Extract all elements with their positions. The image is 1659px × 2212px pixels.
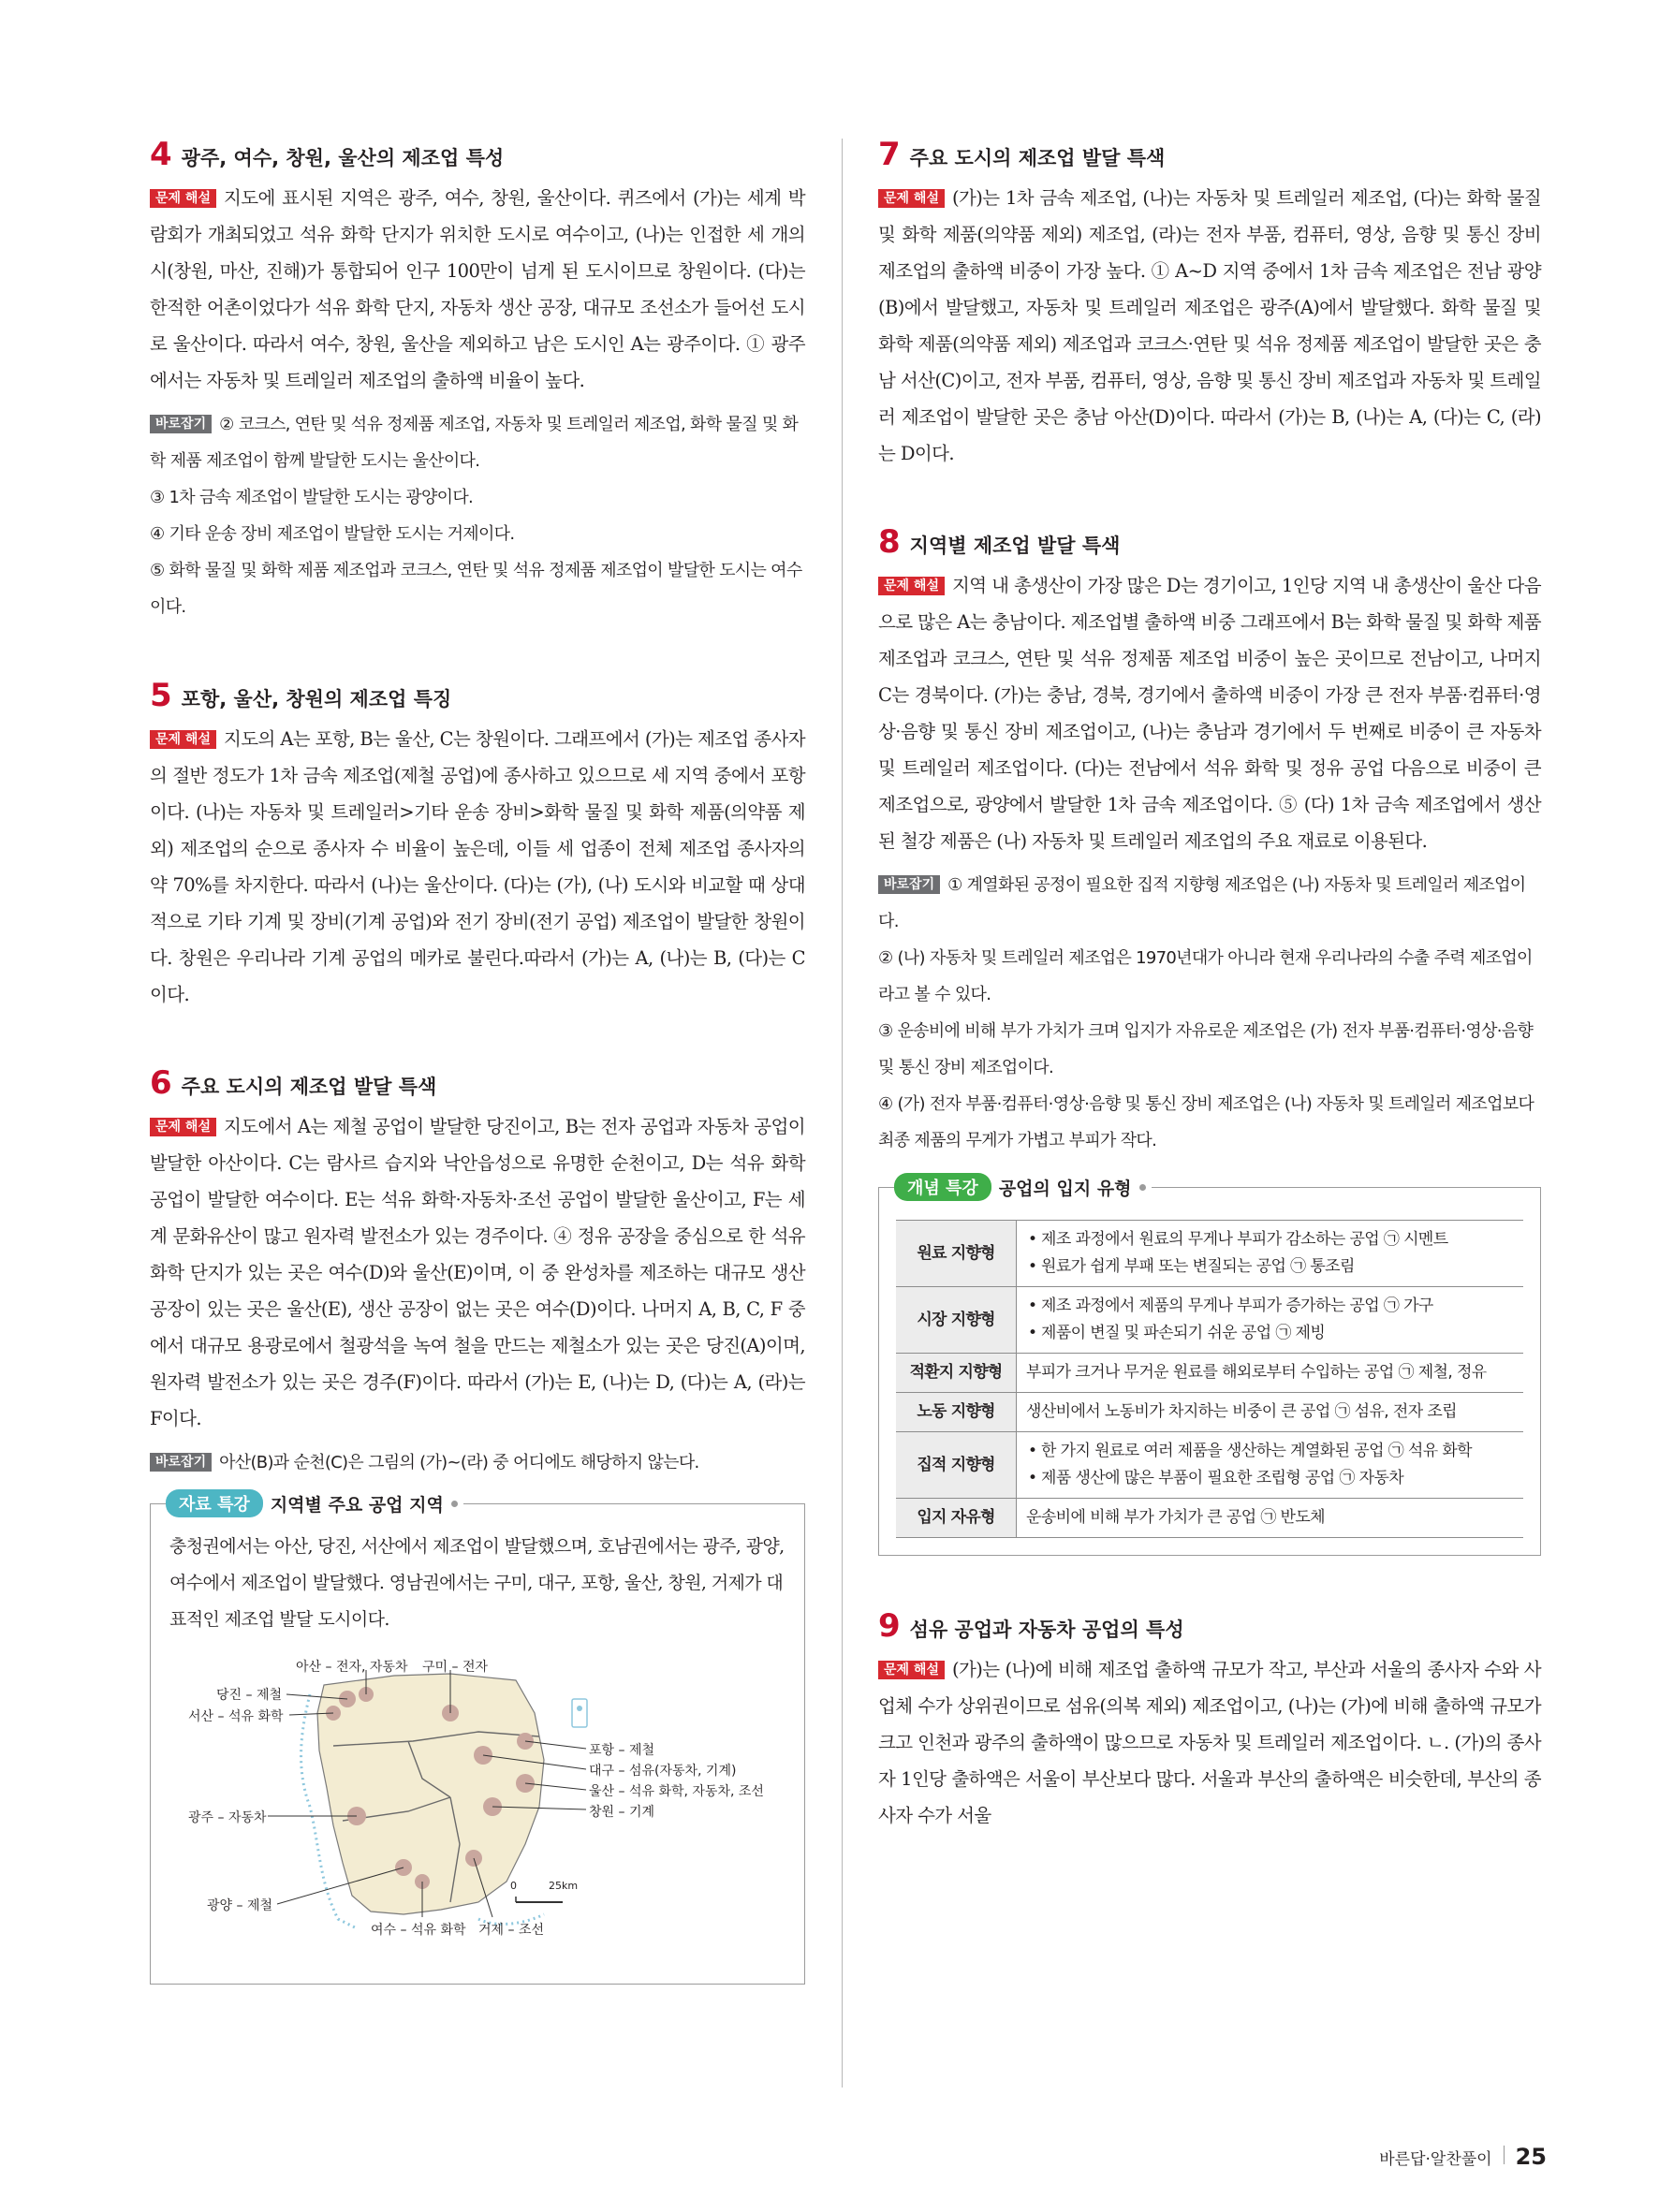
map-label-changwon: 창원 – 기계	[589, 1805, 654, 1820]
explanation-paragraph	[150, 180, 805, 399]
list-item: • 제품 생산에 많은 부품이 필요한 조립형 공업 ㉠ 자동차	[1041, 1465, 1514, 1492]
explanation-text: 지도에 표시된 지역은 광주, 여수, 창원, 울산이다. 퀴즈에서 (가)는 세계 박람회가 개최되었고 석유 화학 단지가 위치한 도시로 여수이고, (나)는 인접한 세 개의 시(창원, 마산, 진해)가 통합되어 인구 100만이 넘게 된 도시이므로 창원이다. (다)는 한적한 어촌이었다가 석유 화학 단지, 자동차 생산 공장, 대규모 조선소가 들어선 도시로 울산이다. 따라서 여수, 창원, 울산을 제외하고 남은 도시인 A는 광주이다. ① 광주에서는 자동차 및 트레일러 제조업의 출하액 비율이 높다.	[150, 187, 805, 391]
section-title: 주요 도시의 제조업 발달 특색	[909, 146, 1166, 169]
explanation-text: 지도의 A는 포항, B는 울산, C는 창원이다. 그래프에서 (가)는 제조업 종사자의 절반 정도가 1차 금속 제조업(제철 공업)에 종사하고 있으므로 세 지역 중에서 포항이다. (나)는 자동차 및 트레일러>기타 운송 장비>화학 물질 및 화학 제품(의약품 제외) 제조업의 순으로 종사자 수 비율이 높은데, 이들 세 업종이 전체 제조업 종사자의 약 70%를 차지한다. 따라서 (나)는 울산이다. (다)는 (가), (나) 도시와 비교할 때 상대적으로 기타 기계 및 장비(기계 공업)와 전기 장비(전기 공업) 제조업이 발달한 창원이다. 창원은 우리나라 기계 공업의 메카로 불린다.따라서 (가)는 A, (나)는 B, (다)는 C이다.	[150, 728, 805, 1005]
page-footer	[1379, 2144, 1547, 2170]
concept-focus-box	[878, 1178, 1541, 1556]
explanation-tag: 문제 해설	[150, 730, 216, 749]
list-item: • 원료가 쉽게 부패 또는 변질되는 공업 ㉠ 통조림	[1041, 1253, 1514, 1281]
source-focus-box	[150, 1494, 805, 1985]
explanation-text: (가)는 1차 금속 제조업, (나)는 자동차 및 트레일러 제조업, (다)는 화학 물질 및 화학 제품(의약품 제외) 제조업, (라)는 전자 부품, 컴퓨터, 영상, 음향 및 통신 장비 제조업의 출하액 비중이 가장 높다. ① A~D 지역 중에서 1차 금속 제조업은 전남 광양(B)에서 발달했고, 자동차 및 트레일러 제조업은 광주(A)에서 발달했다. 화학 물질 및 화학 제품(의약품 제외) 제조업과 코크스·연탄 및 석유 정제품 제조업이 발달한 곳은 충남 서산(C)이고, 전자 부품, 컴퓨터, 영상, 음향 및 통신 장비 제조업과 자동차 및 트레일러 제조업이 발달한 곳은 충남 아산(D)이다. 따라서 (가)는 B, (나)는 A, (다)는 C, (라)는 D이다.	[878, 187, 1541, 464]
section-title: 포항, 울산, 창원의 제조업 특징	[181, 687, 452, 710]
correction-tag: 바로잡기	[150, 1453, 212, 1472]
box-heading	[894, 1173, 1152, 1201]
peninsula-land	[317, 1674, 544, 1914]
type-cell: 시장 지향형	[896, 1287, 1017, 1354]
section-5	[150, 677, 805, 1013]
correction-item: ④ (가) 전자 부품·컴퓨터·영상·음향 및 통신 장비 제조업은 (나) 자동차 및 트레일러 제조업보다 최종 제품의 무게가 가볍고 부피가 작다.	[878, 1094, 1534, 1150]
map-label-seosan: 서산 – 석유 화학	[188, 1709, 284, 1724]
section-number: 7	[878, 136, 901, 173]
desc-cell	[1017, 1432, 1524, 1499]
industry-map	[169, 1657, 787, 1938]
correction-tag: 바로잡기	[878, 875, 940, 894]
box-pill: 개념 특강	[894, 1173, 991, 1201]
correction-text: ② 코크스, 연탄 및 석유 정제품 제조업, 자동차 및 트레일러 제조업, 화학 물질 및 화학 제품 제조업이 함께 발달한 도시는 울산이다.	[150, 415, 799, 471]
section-heading	[150, 677, 805, 714]
page-number: 25	[1515, 2144, 1547, 2170]
desc-cell	[1017, 1287, 1524, 1354]
right-column	[878, 136, 1541, 1834]
list-item: • 제조 과정에서 원료의 무게나 부피가 감소하는 공업 ㉠ 시멘트	[1041, 1226, 1514, 1253]
type-cell: 입지 자유형	[896, 1499, 1017, 1538]
type-cell: 적환지 지향형	[896, 1354, 1017, 1393]
map-label-gwangju: 광주 – 자동차	[188, 1810, 267, 1825]
section-6	[150, 1064, 805, 1985]
correction-item	[150, 1444, 805, 1481]
map-label-daegu: 대구 – 섬유(자동차, 기계)	[589, 1764, 737, 1779]
table-row	[896, 1432, 1523, 1499]
map-label-gumi: 구미 – 전자	[422, 1660, 488, 1675]
section-title: 광주, 여수, 창원, 울산의 제조업 특성	[181, 146, 505, 169]
table-row	[896, 1393, 1523, 1432]
box-title: 공업의 입지 유형	[998, 1178, 1132, 1199]
correction-item: ② (나) 자동차 및 트레일러 제조업은 1970년대가 아니라 현재 우리나라의 수출 주력 제조업이라고 볼 수 있다.	[878, 948, 1533, 1004]
explanation-text: 지역 내 총생산이 가장 많은 D는 경기이고, 1인당 지역 내 총생산이 울산 다음으로 많은 A는 충남이다. 제조업별 출하액 비중 그래프에서 B는 화학 물질 및 화학 제품 제조업과 코크스, 연탄 및 석유 정제품 제조업 비중이 높은 곳이므로 전남이고, 나머지 C는 경북이다. (가)는 충남, 경북, 경기에서 출하액 비중이 가장 큰 전자 부품·컴퓨터·영상·음향 및 통신 장비 제조업이고, (나)는 충남과 경기에서 두 번째로 비중이 큰 자동차 및 트레일러 제조업이다. (다)는 전남에서 석유 화학 및 정유 공업 다음으로 비중이 큰 제조업으로, 광양에서 발달한 1차 금속 제조업이다. ⑤ (다) 1차 금속 제조업에서 생산된 철강 제품은 (나) 자동차 및 트레일러 제조업의 주요 재료로 이용된다.	[878, 575, 1541, 852]
map-label-ulsan: 울산 – 석유 화학, 자동차, 조선	[589, 1784, 764, 1799]
explanation-paragraph	[878, 1651, 1541, 1834]
type-cell: 노동 지향형	[896, 1393, 1017, 1432]
desc-cell: 생산비에서 노동비가 차지하는 비중이 큰 공업 ㉠ 섬유, 전자 조립	[1017, 1393, 1524, 1432]
box-pill: 자료 특강	[166, 1489, 263, 1517]
section-title: 주요 도시의 제조업 발달 특색	[181, 1075, 437, 1098]
footer-divider	[1504, 2146, 1505, 2164]
explanation-text: 지도에서 A는 제철 공업이 발달한 당진이고, B는 전자 공업과 자동차 공업이 발달한 아산이다. C는 람사르 습지와 낙안읍성으로 유명한 순천이고, D는 석유 화학 공업이 발달한 여수이다. E는 석유 화학·자동차·조선 공업이 발달한 울산이고, F는 세계 문화유산이 많고 원자력 발전소가 있는 경주이다. ④ 정유 공장을 중심으로 한 석유 화학 단지가 있는 곳은 여수(D)와 울산(E)이며, 이 중 완성차를 제조하는 대규모 생산 공장이 있는 곳은 울산(E), 생산 공장이 없는 곳은 여수(D)이다. 나머지 A, B, C, F 중에서 대규모 용광로에서 철광석을 녹여 철을 만드는 제철소가 있는 곳은 당진(A)이며, 원자력 발전소가 있는 곳은 경주(F)이다. 따라서 (가)는 E, (나)는 D, (다)는 A, (라)는 F이다.	[150, 1116, 805, 1429]
left-column	[150, 136, 805, 1985]
section-number: 9	[878, 1607, 901, 1645]
table-row	[896, 1221, 1523, 1287]
correction-item: ④ 기타 운송 장비 제조업이 발달한 도시는 거제이다.	[150, 524, 515, 544]
list-item: • 제품이 변질 및 파손되기 쉬운 공업 ㉠ 제빙	[1041, 1320, 1514, 1347]
section-number: 4	[150, 136, 172, 173]
correction-item	[150, 406, 805, 479]
dot-icon	[451, 1501, 458, 1507]
section-7	[878, 136, 1541, 472]
box-heading	[166, 1489, 463, 1517]
explanation-paragraph	[878, 180, 1541, 472]
explanation-tag: 문제 해설	[878, 1661, 945, 1679]
section-heading	[878, 1607, 1541, 1645]
explanation-paragraph	[878, 567, 1541, 859]
section-title: 지역별 제조업 발달 특색	[909, 534, 1121, 557]
column-divider	[842, 139, 843, 2087]
explanation-tag: 문제 해설	[150, 1118, 216, 1136]
correction-item: ③ 1차 금속 제조업이 발달한 도시는 광양이다.	[150, 488, 474, 507]
section-heading	[150, 136, 805, 173]
box-text: 충청권에서는 아산, 당진, 서산에서 제조업이 발달했으며, 호남권에서는 광주, 광양, 여수에서 제조업이 발달했다. 영남권에서는 구미, 대구, 포항, 울산, 창원, 거제가 대표적인 제조업 발달 도시이다.	[169, 1536, 785, 1630]
correction-item	[878, 867, 1541, 940]
explanation-tag: 문제 해설	[878, 577, 945, 595]
desc-cell: 운송비에 비해 부가 가치가 큰 공업 ㉠ 반도체	[1017, 1499, 1524, 1538]
correction-tag: 바로잡기	[150, 415, 212, 433]
desc-cell: 부피가 크거나 무거운 원료를 해외로부터 수입하는 공업 ㉠ 제철, 정유	[1017, 1354, 1524, 1393]
island-icon	[577, 1706, 582, 1711]
box-title: 지역별 주요 공업 지역	[270, 1494, 444, 1516]
section-heading	[150, 1064, 805, 1102]
list-item: • 제조 과정에서 제품의 무게나 부피가 증가하는 공업 ㉠ 가구	[1041, 1293, 1514, 1320]
section-4	[150, 136, 805, 625]
section-number: 6	[150, 1064, 172, 1102]
section-heading	[878, 136, 1541, 173]
explanation-tag: 문제 해설	[150, 189, 216, 208]
dot-icon	[1139, 1184, 1146, 1191]
type-cell: 집적 지향형	[896, 1432, 1017, 1499]
location-type-table	[896, 1220, 1523, 1538]
correction-item: ⑤ 화학 물질 및 화학 제품 제조업과 코크스, 연탄 및 석유 정제품 제조업이 발달한 도시는 여수이다.	[150, 561, 802, 617]
type-cell: 원료 지향형	[896, 1221, 1017, 1287]
ulleungdo-inset	[572, 1699, 587, 1727]
table-row	[896, 1287, 1523, 1354]
section-number: 5	[150, 677, 172, 714]
table-row	[896, 1499, 1523, 1538]
section-8	[878, 523, 1541, 1556]
explanation-text: (가)는 (나)에 비해 제조업 출하액 규모가 작고, 부산과 서울의 종사자 수와 사업체 수가 상위권이므로 섬유(의복 제외) 제조업이고, (나)는 (가)에 비해 출하액 규모가 크고 인천과 광주의 출하액이 많으므로 자동차 및 트레일러 제조업이다. ㄴ. (가)의 종사자 1인당 출하액은 서울이 부산보다 많다. 서울과 부산의 출하액은 비슷한데, 부산의 종사자 수가 서울	[878, 1659, 1541, 1826]
map-label-geoje: 거제 – 조선	[478, 1923, 544, 1938]
section-9	[878, 1607, 1541, 1834]
correction-text: 아산(B)과 순천(C)은 그림의 (가)~(라) 중 어디에도 해당하지 않는다.	[219, 1453, 699, 1472]
map-label-pohang: 포항 – 제철	[589, 1743, 654, 1758]
section-title: 섬유 공업과 자동차 공업의 특성	[909, 1618, 1184, 1641]
map-label-dangjin: 당진 – 제철	[216, 1688, 282, 1703]
map-label-asan: 아산 – 전자, 자동차	[296, 1660, 408, 1675]
correction-item: ③ 운송비에 비해 부가 가치가 크며 입지가 자유로운 제조업은 (가) 전자 부품·컴퓨터·영상·음향 및 통신 장비 제조업이다.	[878, 1021, 1534, 1077]
explanation-tag: 문제 해설	[878, 189, 945, 208]
scale-zero-label: 0	[510, 1880, 517, 1892]
desc-cell	[1017, 1221, 1524, 1287]
footer-label: 바른답·알찬풀이	[1379, 2150, 1492, 2169]
scale-km-label: 25km	[549, 1880, 579, 1892]
explanation-paragraph	[150, 721, 805, 1013]
table-row	[896, 1354, 1523, 1393]
list-item: • 한 가지 원료로 여러 제품을 생산하는 계열화된 공업 ㉠ 석유 화학	[1041, 1438, 1514, 1465]
correction-text: ① 계열화된 공정이 필요한 집적 지향형 제조업은 (나) 자동차 및 트레일러 제조업이다.	[878, 875, 1526, 931]
map-label-gwangyang: 광양 – 제철	[207, 1898, 272, 1913]
explanation-paragraph	[150, 1108, 805, 1437]
section-number: 8	[878, 523, 901, 561]
section-heading	[878, 523, 1541, 561]
map-label-yeosu: 여수 – 석유 화학	[371, 1923, 466, 1938]
